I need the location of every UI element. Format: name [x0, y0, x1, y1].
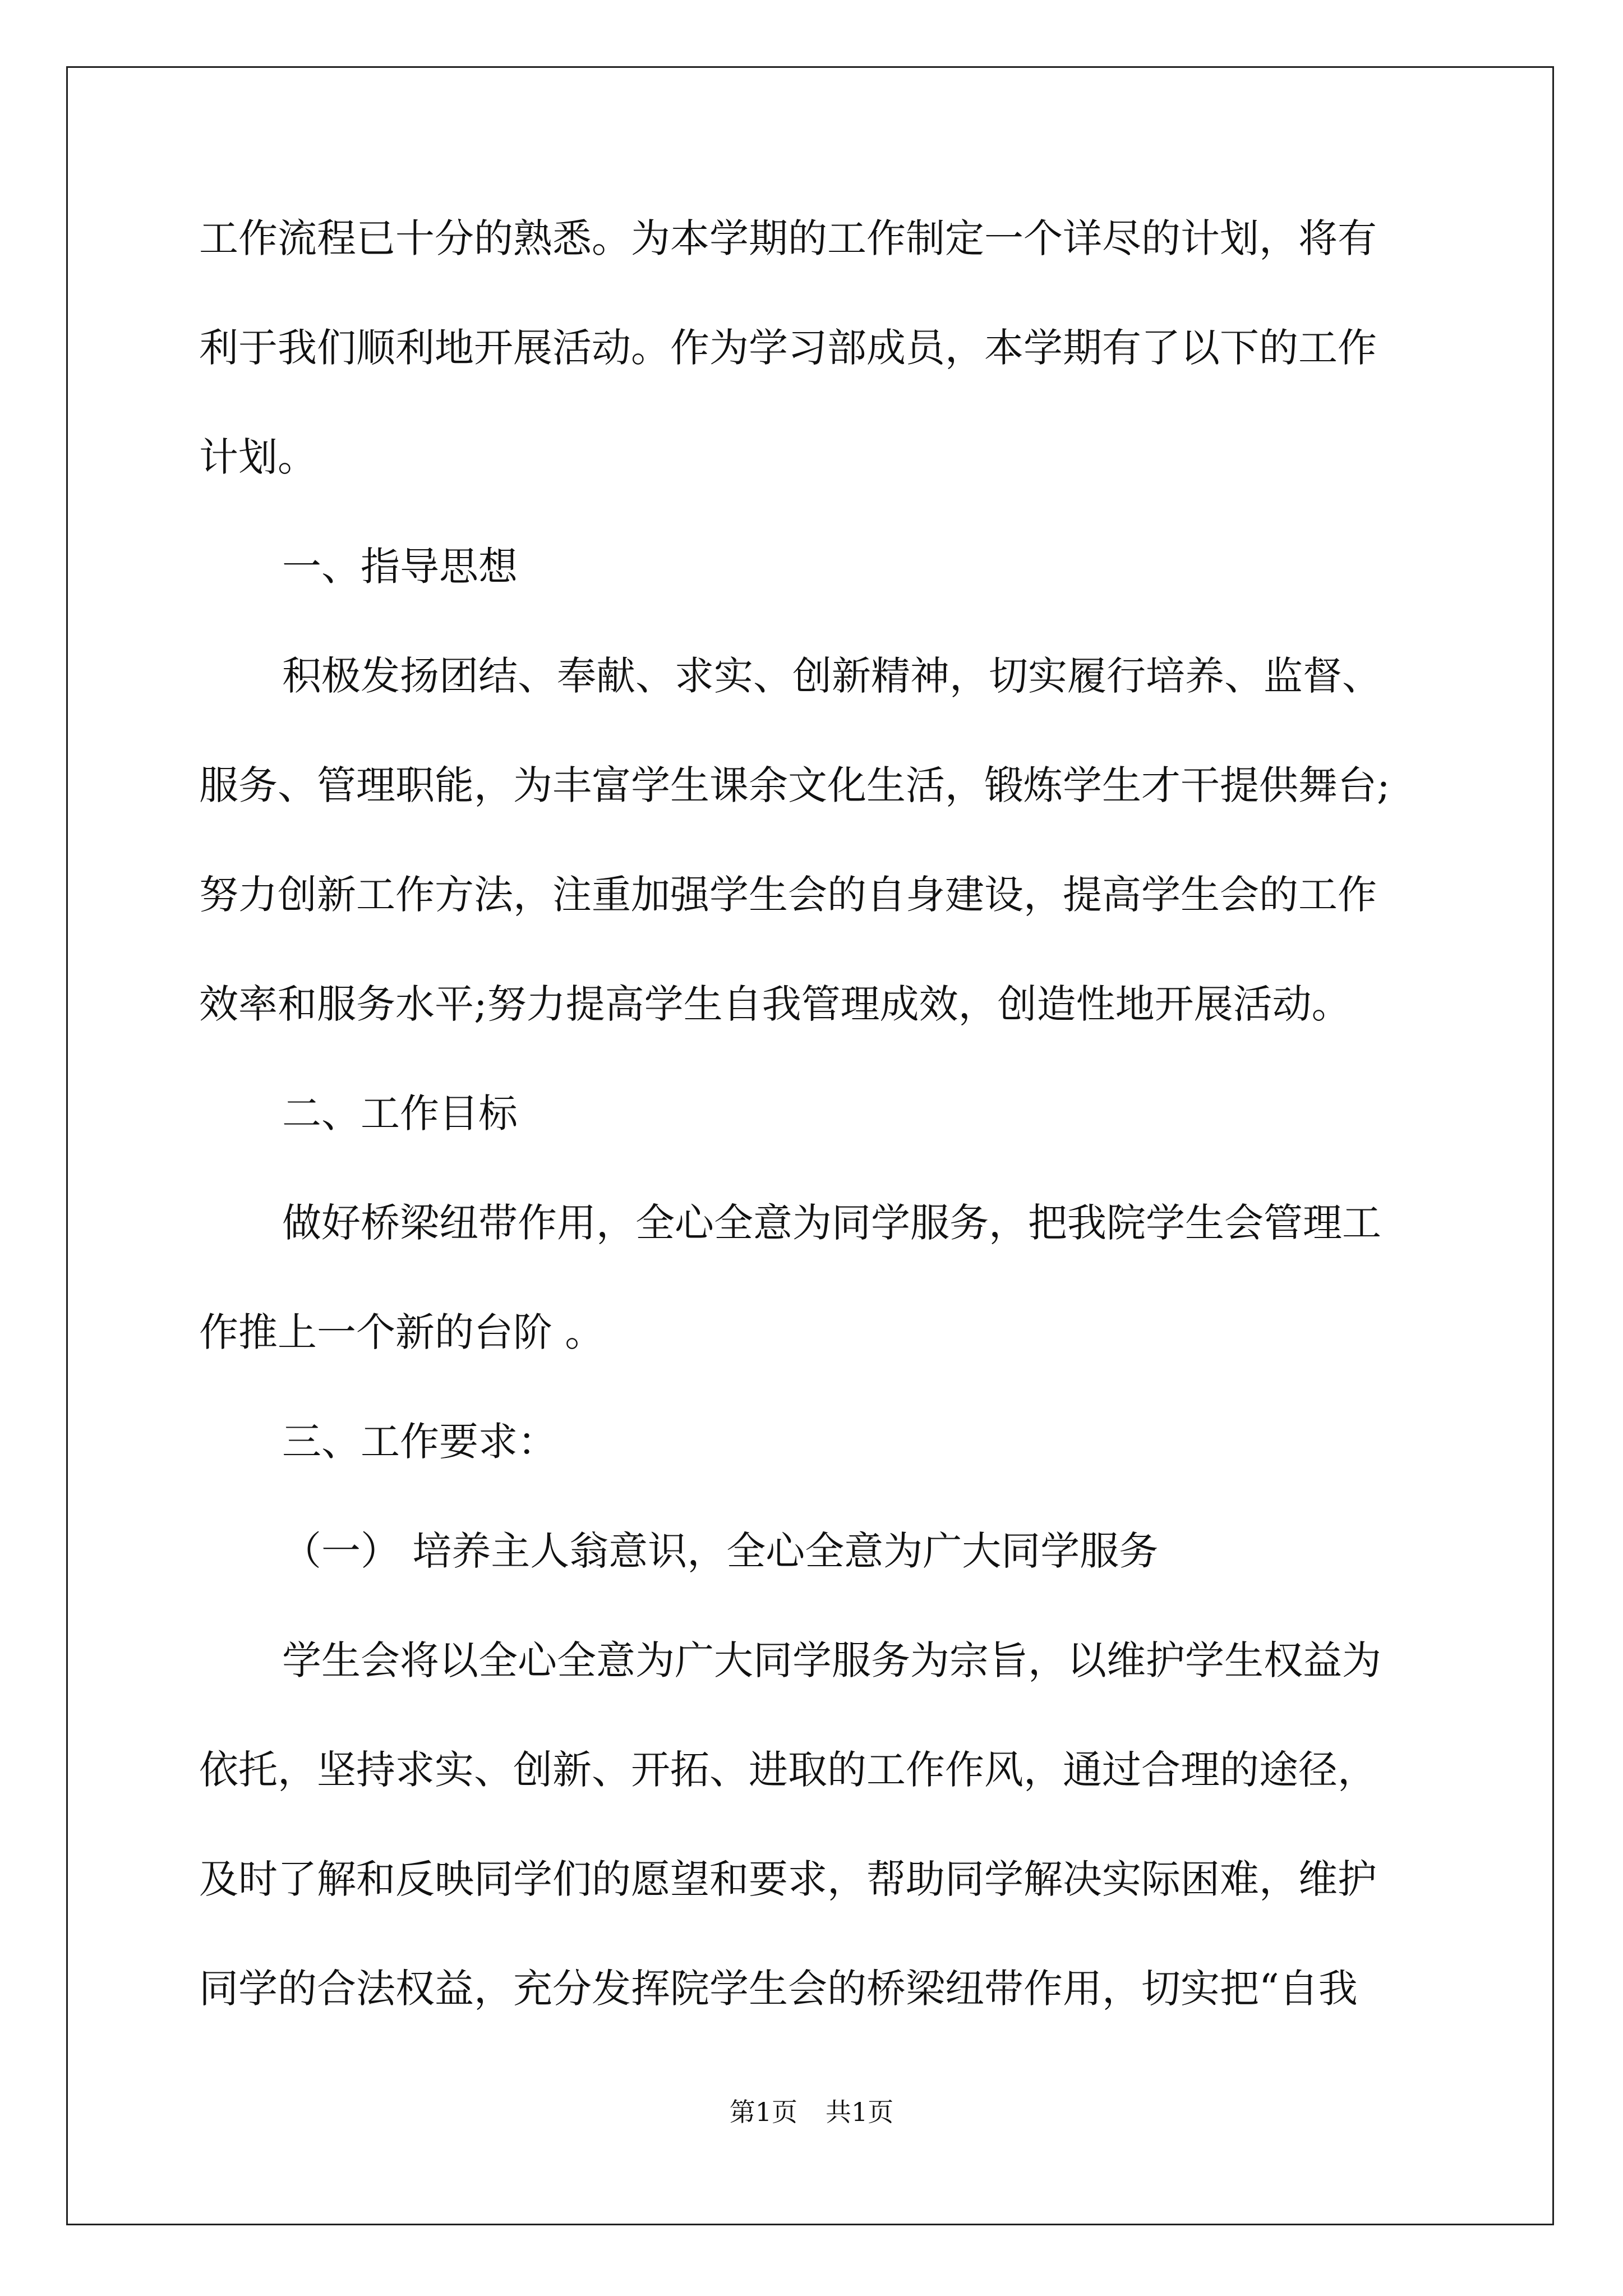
subsection-heading-1: （一） 培养主人翁意识，全心全意为广大同学服务 [282, 1528, 1159, 1574]
page-number-current: 第1页 [729, 2097, 797, 2127]
paragraph-line-3: 计划。 [199, 434, 317, 480]
paragraph-line-2: 利于我们顺利地开展活动。作为学习部成员，本学期有了以下的工作 [199, 325, 1377, 371]
paragraph-line-1: 工作流程已十分的熟悉。为本学期的工作制定一个详尽的计划，将有 [199, 215, 1377, 261]
section-heading-work-requirements: 三、工作要求： [282, 1419, 557, 1465]
paragraph-line-15: 依托，坚持求实、创新、开拓、进取的工作作风，通过合理的途径， [199, 1747, 1377, 1793]
document-body [199, 213, 1433, 2073]
page-number-total: 共1页 [826, 2097, 894, 2127]
paragraph-line-11: 作推上一个新的台阶 。 [199, 1309, 605, 1355]
section-heading-work-goal: 二、工作目标 [282, 1091, 518, 1137]
paragraph-line-7: 努力创新工作方法，注重加强学生会的自身建设，提高学生会的工作 [199, 872, 1377, 918]
section-heading-guiding-thought: 一、指导思想 [282, 544, 518, 590]
paragraph-line-8: 效率和服务水平;努力提高学生自我管理成效，创造性地开展活动。 [199, 981, 1351, 1027]
paragraph-line-14: 学生会将以全心全意为广大同学服务为宗旨，以维护学生权益为 [282, 1637, 1381, 1683]
paragraph-line-16: 及时了解和反映同学们的愿望和要求，帮助同学解决实际困难，维护 [199, 1856, 1377, 1902]
paragraph-line-6: 服务、管理职能，为丰富学生课余文化生活，锻炼学生才干提供舞台; [199, 762, 1390, 808]
paragraph-line-17: 同学的合法权益，充分发挥院学生会的桥梁纽带作用，切实把“自我 [199, 1966, 1358, 2012]
page-footer [0, 2095, 1623, 2129]
paragraph-line-10: 做好桥梁纽带作用，全心全意为同学服务，把我院学生会管理工 [282, 1200, 1381, 1246]
paragraph-line-5: 积极发扬团结、奉献、求实、创新精神，切实履行培养、监督、 [282, 653, 1381, 699]
